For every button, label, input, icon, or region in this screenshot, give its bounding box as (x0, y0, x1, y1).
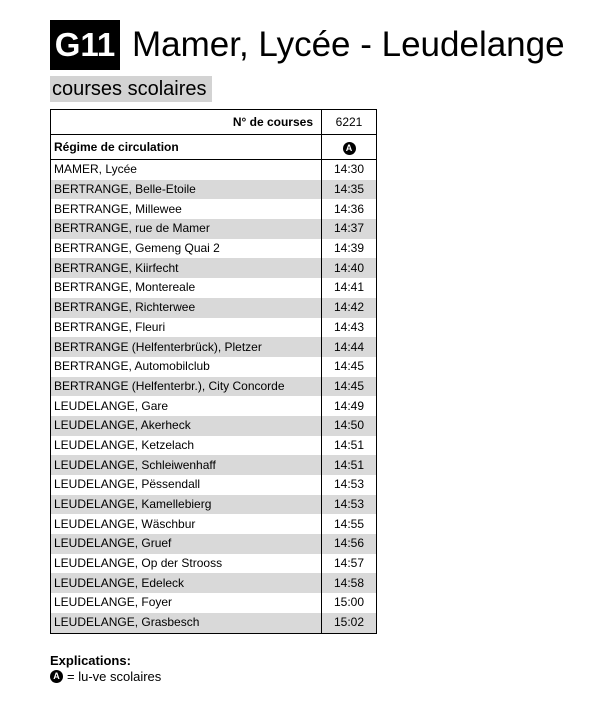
stop-name: LEUDELANGE, Ketzelach (51, 436, 322, 456)
route-code: G11 (54, 26, 116, 63)
stop-row (51, 534, 377, 554)
stop-row (51, 495, 377, 515)
stop-row (51, 593, 377, 613)
stop-time: 14:40 (322, 258, 377, 278)
stop-name: LEUDELANGE, Schleiwenhaff (51, 455, 322, 475)
stop-row (51, 436, 377, 456)
stop-time: 14:58 (322, 573, 377, 593)
stop-time: 15:00 (322, 593, 377, 613)
regime-cell (322, 135, 377, 160)
stop-row (51, 396, 377, 416)
stop-name: BERTRANGE (Helfenterbrück), Pletzer (51, 337, 322, 357)
stop-name: LEUDELANGE, Kamellebierg (51, 495, 322, 515)
stop-name: LEUDELANGE, Pëssendall (51, 475, 322, 495)
route-badge (50, 20, 120, 70)
stop-name: BERTRANGE, Automobilclub (51, 357, 322, 377)
stop-time: 14:41 (322, 278, 377, 298)
stop-time: 14:53 (322, 495, 377, 515)
explanations-line (50, 669, 161, 684)
stop-row (51, 455, 377, 475)
subtitle: courses scolaires (50, 76, 212, 102)
stop-time: 14:49 (322, 396, 377, 416)
stop-name: LEUDELANGE, Op der Strooss (51, 554, 322, 574)
stop-row (51, 219, 377, 239)
stop-time: 14:45 (322, 377, 377, 397)
stop-row (51, 613, 377, 633)
stop-name: LEUDELANGE, Grasbesch (51, 613, 322, 633)
stop-row (51, 573, 377, 593)
stop-name: BERTRANGE, rue de Mamer (51, 219, 322, 239)
course-number-row (51, 110, 377, 135)
course-number-label: N° de courses (51, 110, 322, 135)
regime-label: Régime de circulation (51, 135, 322, 160)
stop-row (51, 554, 377, 574)
stop-row (51, 475, 377, 495)
stop-row (51, 199, 377, 219)
stop-name: BERTRANGE, Kiirfecht (51, 258, 322, 278)
stop-name: LEUDELANGE, Gare (51, 396, 322, 416)
timetable (50, 109, 377, 634)
stop-name: BERTRANGE, Belle-Etoile (51, 180, 322, 200)
stop-time: 14:30 (322, 160, 377, 180)
course-number-value: 6221 (322, 110, 377, 135)
regime-a-icon: A (343, 142, 356, 155)
stop-name: LEUDELANGE, Foyer (51, 593, 322, 613)
stop-name: LEUDELANGE, Akerheck (51, 416, 322, 436)
explanations-text: = lu-ve scolaires (67, 669, 162, 684)
stop-name: LEUDELANGE, Edeleck (51, 573, 322, 593)
stop-time: 14:44 (322, 337, 377, 357)
stop-row (51, 160, 377, 180)
stop-name: BERTRANGE (Helfenterbr.), City Concorde (51, 377, 322, 397)
stop-time: 14:53 (322, 475, 377, 495)
stop-name: BERTRANGE, Millewee (51, 199, 322, 219)
stop-time: 15:02 (322, 613, 377, 633)
regime-row (51, 135, 377, 160)
stop-time: 14:42 (322, 298, 377, 318)
stop-time: 14:45 (322, 357, 377, 377)
stop-row (51, 278, 377, 298)
stop-row (51, 318, 377, 338)
stop-row (51, 357, 377, 377)
stop-time: 14:39 (322, 239, 377, 259)
explanations-title: Explications: (50, 653, 131, 668)
stop-name: MAMER, Lycée (51, 160, 322, 180)
stop-time: 14:37 (322, 219, 377, 239)
stop-name: BERTRANGE, Fleuri (51, 318, 322, 338)
stop-row (51, 258, 377, 278)
stop-time: 14:50 (322, 416, 377, 436)
stop-name: BERTRANGE, Gemeng Quai 2 (51, 239, 322, 259)
stop-row (51, 337, 377, 357)
stop-row (51, 416, 377, 436)
stop-time: 14:51 (322, 436, 377, 456)
stop-row (51, 377, 377, 397)
stop-time: 14:55 (322, 514, 377, 534)
stop-time: 14:36 (322, 199, 377, 219)
stop-name: BERTRANGE, Richterwee (51, 298, 322, 318)
stop-row (51, 180, 377, 200)
stop-time: 14:56 (322, 534, 377, 554)
stop-row (51, 298, 377, 318)
stop-name: BERTRANGE, Montereale (51, 278, 322, 298)
stop-row (51, 239, 377, 259)
stop-time: 14:57 (322, 554, 377, 574)
route-title: Mamer, Lycée - Leudelange (132, 25, 565, 64)
stop-row (51, 514, 377, 534)
stop-time: 14:51 (322, 455, 377, 475)
stop-time: 14:35 (322, 180, 377, 200)
stop-name: LEUDELANGE, Wäschbur (51, 514, 322, 534)
stop-name: LEUDELANGE, Gruef (51, 534, 322, 554)
legend-a-icon: A (50, 670, 63, 683)
stop-time: 14:43 (322, 318, 377, 338)
